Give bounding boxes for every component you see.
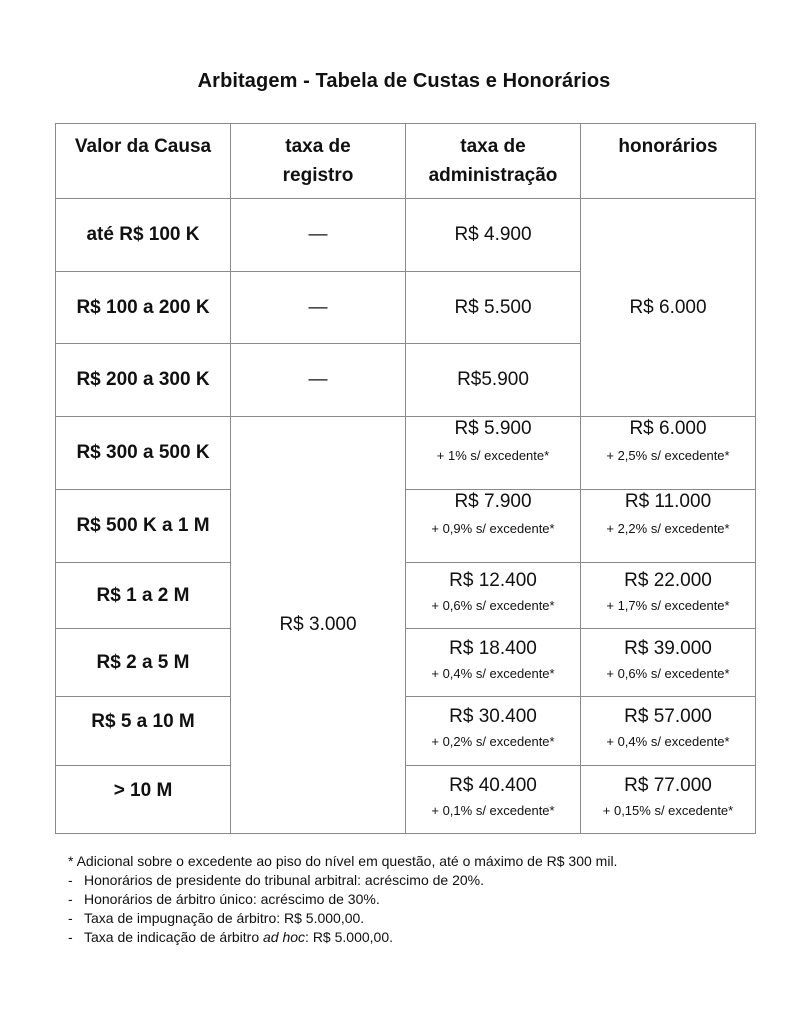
registro-merged-cell: R$ 3.000 [231, 417, 406, 834]
admin-cell [406, 490, 581, 563]
valor-cell: R$ 100 a 200 K [56, 272, 231, 344]
honorarios-amount: R$ 11.000 [624, 491, 712, 512]
header-taxa-de-registro: taxa de registro [231, 124, 406, 199]
footnote-item: - Taxa de impugnação de árbitro: R$ 5.000,00. [68, 910, 365, 926]
valor-cell: R$ 200 a 300 K [56, 344, 231, 417]
table-row [56, 417, 756, 490]
admin-excedente: + 0,2% s/ excedente* [431, 734, 555, 749]
admin-excedente: + 0,4% s/ excedente* [431, 666, 555, 681]
honorarios-amount: R$ 6.000 [629, 418, 707, 439]
header-valor-da-causa: Valor da Causa [56, 124, 231, 199]
admin-cell [406, 766, 581, 834]
honorarios-cell [581, 766, 756, 834]
admin-amount: R$ 5.900 [454, 418, 532, 439]
footnote-asterisk: * Adicional sobre o excedente ao piso do nível em questão, até o máximo de R$ 300 mil. [68, 853, 618, 869]
admin-excedente: + 0,9% s/ excedente* [431, 521, 555, 536]
table-row [56, 199, 756, 272]
valor-cell: R$ 2 a 5 M [56, 629, 231, 697]
table-row [56, 629, 756, 697]
valor-cell: R$ 1 a 2 M [56, 563, 231, 629]
admin-cell [406, 697, 581, 766]
admin-excedente: + 0,1% s/ excedente* [431, 803, 555, 818]
footnote-item: - Honorários de presidente do tribunal arbitral: acréscimo de 20%. [68, 872, 484, 888]
header-taxa-de-administracao: taxa de administração [406, 124, 581, 199]
honorarios-cell [581, 697, 756, 766]
admin-excedente: + 0,6% s/ excedente* [431, 598, 555, 613]
admin-amount: R$ 30.400 [449, 706, 537, 727]
honorarios-excedente: + 0,6% s/ excedente* [606, 666, 730, 681]
header-honorarios: honorários [581, 124, 756, 199]
admin-amount: R$ 40.400 [449, 775, 537, 796]
honorarios-amount: R$ 22.000 [624, 570, 712, 591]
honorarios-excedente: + 0,15% s/ excedente* [602, 803, 734, 818]
honorarios-cell [581, 490, 756, 563]
honorarios-amount: R$ 39.000 [624, 638, 712, 659]
valor-cell: > 10 M [56, 766, 231, 834]
admin-cell [406, 417, 581, 490]
honorarios-cell [581, 629, 756, 697]
table-header-row [56, 124, 756, 199]
table-row [56, 697, 756, 766]
honorarios-cell [581, 563, 756, 629]
honorarios-merged-cell: R$ 6.000 [581, 199, 756, 417]
honorarios-excedente: + 2,5% s/ excedente* [606, 448, 730, 463]
registro-cell: — [231, 344, 406, 417]
admin-amount: R$ 12.400 [449, 570, 537, 591]
table-row [56, 563, 756, 629]
admin-excedente: + 1% s/ excedente* [436, 448, 550, 463]
valor-cell: R$ 5 a 10 M [56, 697, 231, 766]
valor-cell: até R$ 100 K [56, 199, 231, 272]
document-title: Arbitagem - Tabela de Custas e Honorários [197, 70, 611, 92]
admin-amount: R$ 7.900 [454, 491, 532, 512]
valor-cell: R$ 500 K a 1 M [56, 490, 231, 563]
honorarios-excedente: + 1,7% s/ excedente* [606, 598, 730, 613]
admin-cell: R$ 4.900 [406, 199, 581, 272]
admin-cell [406, 629, 581, 697]
valor-cell: R$ 300 a 500 K [56, 417, 231, 490]
registro-cell: — [231, 272, 406, 344]
admin-amount: R$ 18.400 [449, 638, 537, 659]
fees-table [55, 123, 756, 834]
footnote-item: - Taxa de indicação de árbitro ad hoc: R$ 5.000,00. [68, 929, 393, 945]
registro-cell: — [231, 199, 406, 272]
footnotes [68, 852, 617, 947]
honorarios-excedente: + 0,4% s/ excedente* [606, 734, 730, 749]
honorarios-amount: R$ 57.000 [624, 706, 712, 727]
admin-cell: R$5.900 [406, 344, 581, 417]
admin-cell [406, 563, 581, 629]
admin-cell: R$ 5.500 [406, 272, 581, 344]
footnote-item: - Honorários de árbitro único: acréscimo de 30%. [68, 891, 380, 907]
table-row [56, 766, 756, 834]
table-row [56, 490, 756, 563]
honorarios-amount: R$ 77.000 [624, 775, 712, 796]
honorarios-excedente: + 2,2% s/ excedente* [606, 521, 730, 536]
honorarios-cell [581, 417, 756, 490]
